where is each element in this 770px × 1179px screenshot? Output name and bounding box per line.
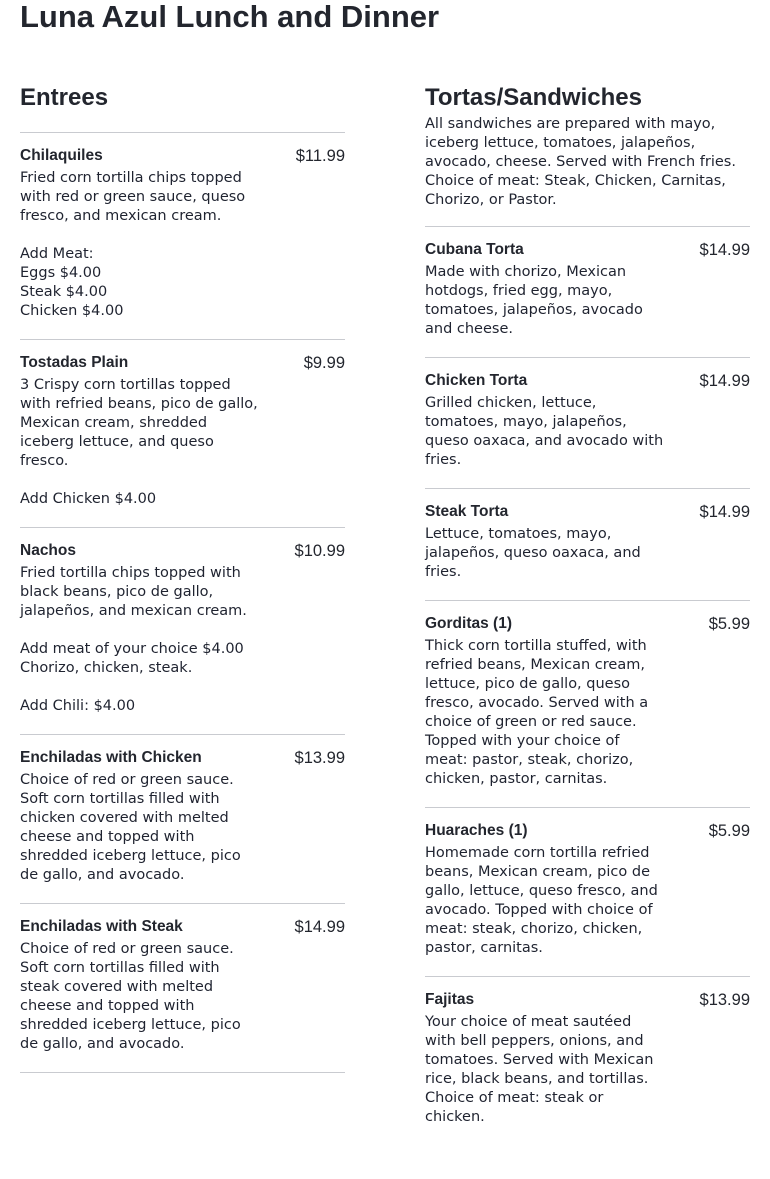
item-price: $14.99 bbox=[699, 241, 750, 259]
item-description: Lettuce, tomatoes, mayo, jalapeños, queso oaxaca, and fries. bbox=[425, 526, 641, 580]
menu-item bbox=[425, 488, 750, 600]
item-description: Grilled chicken, lettuce, tomatoes, mayo, jalapeños, queso oaxaca, and avocado with fries. bbox=[425, 395, 664, 468]
menu-item bbox=[20, 527, 345, 734]
item-name: Chicken Torta bbox=[425, 372, 528, 389]
item-name: Cubana Torta bbox=[425, 241, 524, 258]
section-intro: All sandwiches are prepared with mayo, iceberg lettuce, tomatoes, jalapeños, avocado, cheese. Served with French fries. Choice of meat: Steak, Chicken, Carnitas, Chorizo, or Pastor. bbox=[425, 116, 736, 208]
item-description: Thick corn tortilla stuffed, with refried beans, Mexican cream, lettuce, pico de gallo, queso fresco, avocado. Served with a choice of green or red sauce. Topped with your choice of meat: pastor, steak, chorizo, chicken, pastor, carnitas. bbox=[425, 638, 649, 787]
menu-item bbox=[425, 807, 750, 976]
item-price: $5.99 bbox=[708, 615, 750, 633]
section-title-entrees: Entrees bbox=[20, 84, 109, 111]
item-price: $13.99 bbox=[699, 991, 750, 1009]
item-description: Made with chorizo, Mexican hotdogs, fried egg, mayo, tomatoes, jalapeños, avocado and cheese. bbox=[425, 264, 643, 337]
item-name: Fajitas bbox=[425, 991, 475, 1008]
menu-item-divider bbox=[20, 1072, 345, 1104]
item-price: $13.99 bbox=[294, 749, 345, 767]
item-description: Choice of red or green sauce. Soft corn tortillas filled with steak covered with melted cheese and topped with shredded iceberg lettuce, pico de gallo, and avocado. bbox=[20, 941, 241, 1052]
item-name: Steak Torta bbox=[425, 503, 509, 520]
menu-item bbox=[20, 903, 345, 1072]
menu-item bbox=[20, 339, 345, 527]
item-price: $14.99 bbox=[699, 503, 750, 521]
section-header bbox=[20, 82, 345, 132]
item-name: Nachos bbox=[20, 542, 76, 559]
item-name: Gorditas (1) bbox=[425, 615, 512, 632]
item-price: $14.99 bbox=[294, 918, 345, 936]
item-name: Enchiladas with Chicken bbox=[20, 749, 202, 766]
menu-item bbox=[20, 734, 345, 903]
item-description: Choice of red or green sauce. Soft corn tortillas filled with chicken covered with melted cheese and topped with shredded iceberg lettuce, pico de gallo, and avocado. bbox=[20, 772, 241, 883]
item-price: $11.99 bbox=[295, 147, 345, 165]
item-description: Fried tortilla chips topped with black beans, pico de gallo, jalapeños, and mexican cream. Add meat of your choice $4.00 Chorizo, chicken, steak. Add Chili: $4.00 bbox=[20, 565, 247, 714]
menu-item bbox=[425, 226, 750, 357]
item-price: $9.99 bbox=[303, 354, 345, 372]
item-price: $5.99 bbox=[708, 822, 750, 840]
item-name: Enchiladas with Steak bbox=[20, 918, 183, 935]
item-description: 3 Crispy corn tortillas topped with refried beans, pico de gallo, Mexican cream, shredded iceberg lettuce, and queso fresco. Add Chicken $4.00 bbox=[20, 377, 258, 507]
item-name: Huaraches (1) bbox=[425, 822, 528, 839]
item-price: $14.99 bbox=[699, 372, 750, 390]
item-description: Homemade corn tortilla refried beans, Mexican cream, pico de gallo, lettuce, queso fresco, and avocado. Topped with choice of meat: steak, chorizo, chicken, pastor, carnitas. bbox=[425, 845, 658, 956]
tortas-column bbox=[425, 82, 750, 1145]
item-name: Tostadas Plain bbox=[20, 354, 129, 371]
item-price: $10.99 bbox=[294, 542, 345, 560]
menu-item bbox=[425, 357, 750, 488]
entrees-column bbox=[20, 82, 345, 1104]
section-title-tortas: Tortas/Sandwiches bbox=[425, 84, 642, 111]
section-header bbox=[425, 82, 750, 226]
menu-item bbox=[425, 600, 750, 807]
item-description: Fried corn tortilla chips topped with red or green sauce, queso fresco, and mexican cream. Add Meat: Eggs $4.00 Steak $4.00 Chicken $4.00 bbox=[20, 170, 246, 319]
item-name: Chilaquiles bbox=[20, 147, 103, 164]
item-description: Your choice of meat sautéed with bell peppers, onions, and tomatoes. Served with Mexican rice, black beans, and tortillas. Choice of meat: steak or chicken. bbox=[425, 1014, 654, 1125]
page-title: Luna Azul Lunch and Dinner bbox=[20, 0, 440, 34]
menu-item bbox=[20, 132, 345, 339]
menu-item bbox=[425, 976, 750, 1145]
